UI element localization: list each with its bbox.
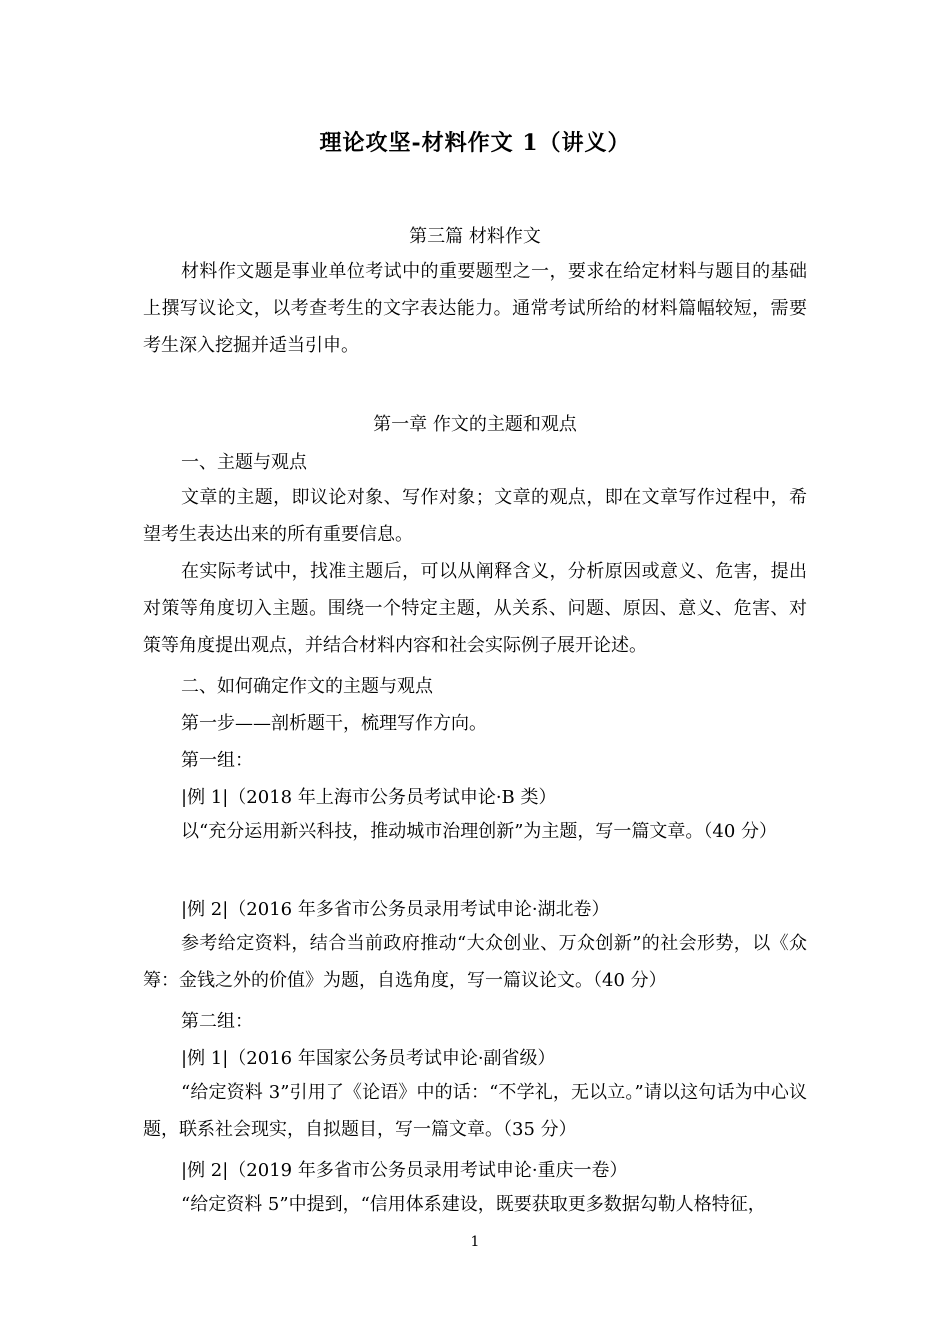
group2-example1-label: |例 1|（2016 年国家公务员考试申论·副省级） — [181, 1048, 556, 1069]
page-number: 1 — [470, 1234, 480, 1250]
chapter-heading: 第一章 作文的主题和观点 — [373, 414, 577, 435]
step1-line: 第一步——剖析题干，梳理写作方向。 — [181, 713, 487, 734]
group1-example1-label: |例 1|（2018 年上海市公务员考试申论·B 类） — [181, 787, 557, 808]
group1-label: 第一组： — [181, 750, 253, 771]
document-title: 理论攻坚-材料作文 1（讲义） — [319, 130, 631, 156]
group2-example2-text: “给定资料 5”中提到，“信用体系建设，既要获取更多数据勾勒人格特征， — [181, 1194, 766, 1215]
group2-label: 第二组： — [181, 1011, 253, 1032]
group1-example2-label: |例 2|（2016 年多省市公务员录用考试申论·湖北卷） — [181, 899, 610, 920]
group2-example2-label: |例 2|（2019 年多省市公务员录用考试申论·重庆一卷） — [181, 1160, 628, 1181]
group2-example1-text: “给定资料 3”引用了《论语》中的话：“不学礼，无以立。”请以这句话为中心议题，联系社会现实，自拟题目，写一篇文章。（35 分） — [143, 1082, 807, 1140]
group1-example1-text: 以“充分运用新兴科技，推动城市治理创新”为主题，写一篇文章。（40 分） — [181, 821, 778, 842]
section1-heading: 一、主题与观点 — [181, 452, 307, 473]
part-heading: 第三篇 材料作文 — [409, 226, 541, 247]
section1-paragraph-2: 在实际考试中，找准主题后，可以从阐释含义，分析原因或意义、危害，提出对策等角度切入主题。围绕一个特定主题，从关系、问题、原因、意义、危害、对策等角度提出观点，并结合材料内容和社会实际例子展开论述。 — [143, 561, 807, 656]
intro-paragraph: 材料作文题是事业单位考试中的重要题型之一，要求在给定材料与题目的基础上撰写议论文，以考查考生的文字表达能力。通常考试所给的材料篇幅较短，需要考生深入挖掘并适当引申。 — [143, 261, 807, 356]
section1-paragraph-1: 文章的主题，即议论对象、写作对象；文章的观点，即在文章写作过程中，希望考生表达出来的所有重要信息。 — [143, 487, 807, 545]
section2-heading: 二、如何确定作文的主题与观点 — [181, 676, 433, 697]
group1-example2-text: 参考给定资料，结合当前政府推动“大众创业、万众创新”的社会形势，以《众筹：金钱之外的价值》为题，自选角度，写一篇议论文。（40 分） — [143, 933, 807, 991]
